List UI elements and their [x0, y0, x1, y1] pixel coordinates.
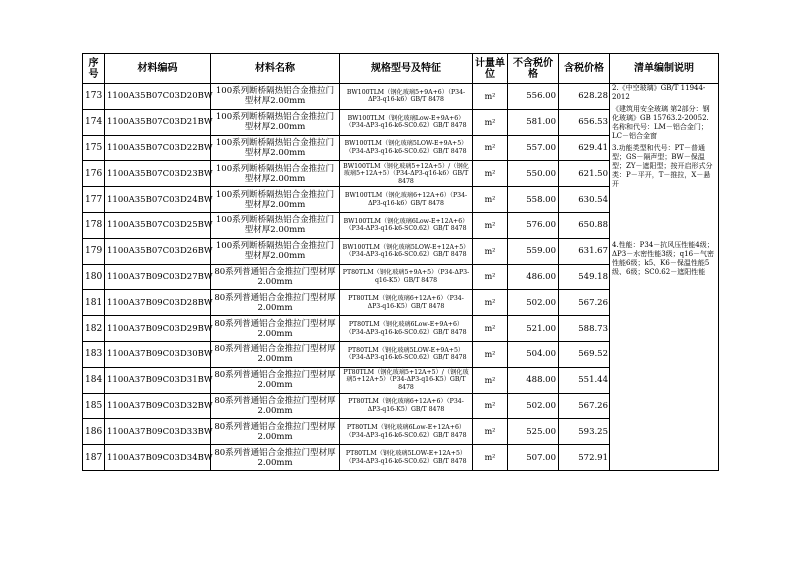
row-price-ex-tax: 521.00	[508, 316, 559, 342]
row-material-name: 100系列断桥隔热铝合金推拉门型材厚2.00mm	[211, 109, 340, 135]
row-spec: BW100TLM（钢化玻璃5+9A+6）（P34-ΔP3-q16-k6）GB/T 8478	[340, 84, 473, 110]
row-material-name: 100系列断桥隔热铝合金推拉门型材厚2.00mm	[211, 238, 340, 264]
header-code: 材料编码	[105, 54, 211, 84]
row-material-code: 1100A37B09C03D31BW	[105, 367, 211, 393]
row-price-in-tax: 588.73	[559, 316, 610, 342]
row-material-code: 1100A37B09C03D34BW	[105, 445, 211, 471]
row-spec: BW100TLM（钢化玻璃5LOW-E+12A+5）（P34-ΔP3-q16-k6-SC0.62）GB/T 8478	[340, 238, 473, 264]
row-price-in-tax: 569.52	[559, 341, 610, 367]
row-price-ex-tax: 502.00	[508, 393, 559, 419]
note-text: 《建筑用安全玻璃 第2部分：钢化玻璃》GB 15763.2-20052. 名称和代号：LM－铝合金门；LC－铝合金窗	[612, 105, 710, 140]
row-spec: PT80TLM（钢化玻璃6Low-E+9A+6）（P34-ΔP3-q16-k6-SC0.62）GB/T 8478	[340, 316, 473, 342]
row-price-ex-tax: 559.00	[508, 238, 559, 264]
row-material-name: 100系列断桥隔热铝合金推拉门型材厚2.00mm	[211, 135, 340, 161]
header-price-in-tax: 含税价格	[559, 54, 610, 84]
row-seq: 185	[83, 393, 105, 419]
note-text: 2.《中空玻璃》GB/T 11944-2012	[612, 84, 706, 101]
row-seq: 173	[83, 84, 105, 110]
row-unit: m²	[473, 316, 508, 342]
row-unit: m²	[473, 109, 508, 135]
row-material-code: 1100A35B07C03D20BW	[105, 84, 211, 110]
row-price-in-tax: 567.26	[559, 393, 610, 419]
row-material-code: 1100A35B07C03D26BW	[105, 238, 211, 264]
row-price-ex-tax: 504.00	[508, 341, 559, 367]
row-price-in-tax: 656.53	[559, 109, 610, 135]
row-material-code: 1100A35B07C03D22BW	[105, 135, 211, 161]
row-material-code: 1100A35B07C03D24BW	[105, 187, 211, 213]
table-row	[83, 84, 719, 110]
row-price-in-tax: 630.54	[559, 187, 610, 213]
row-material-name: 80系列普通铝合金推拉门型材厚2.00mm	[211, 419, 340, 445]
notes-cell	[610, 84, 719, 471]
row-unit: m²	[473, 212, 508, 238]
row-material-code: 1100A35B07C03D21BW	[105, 109, 211, 135]
row-material-name: 80系列普通铝合金推拉门型材厚2.00mm	[211, 393, 340, 419]
row-seq: 186	[83, 419, 105, 445]
row-material-code: 1100A37B09C03D30BW	[105, 341, 211, 367]
row-price-ex-tax: 558.00	[508, 187, 559, 213]
row-price-ex-tax: 486.00	[508, 264, 559, 290]
row-price-in-tax: 631.67	[559, 238, 610, 264]
row-material-code: 1100A37B09C03D32BW	[105, 393, 211, 419]
row-seq: 181	[83, 290, 105, 316]
row-unit: m²	[473, 367, 508, 393]
row-price-in-tax: 572.91	[559, 445, 610, 471]
row-unit: m²	[473, 290, 508, 316]
row-seq: 177	[83, 187, 105, 213]
row-material-code: 1100A37B09C03D33BW	[105, 419, 211, 445]
row-material-code: 1100A35B07C03D23BW	[105, 161, 211, 187]
row-material-name: 80系列普通铝合金推拉门型材厚2.00mm	[211, 290, 340, 316]
row-material-code: 1100A37B09C03D29BW	[105, 316, 211, 342]
row-price-ex-tax: 550.00	[508, 161, 559, 187]
row-unit: m²	[473, 264, 508, 290]
header-price-ex-tax: 不含税价 格	[508, 54, 559, 84]
row-spec: BW100TLM（钢化玻璃5+12A+5）/（钢化玻璃5+12A+5）（P34-ΔP3-q16-k6）GB/T 8478	[340, 161, 473, 187]
row-spec: BW100TLM（钢化玻璃5LOW-E+9A+5）（P34-ΔP3-q16-k6-SC0.62）GB/T 8478	[340, 135, 473, 161]
row-seq: 179	[83, 238, 105, 264]
header-spec: 规格型号及特征	[340, 54, 473, 84]
row-price-ex-tax: 556.00	[508, 84, 559, 110]
row-price-in-tax: 621.50	[559, 161, 610, 187]
row-price-ex-tax: 581.00	[508, 109, 559, 135]
row-price-in-tax: 549.18	[559, 264, 610, 290]
row-material-code: 1100A35B07C03D25BW	[105, 212, 211, 238]
row-spec: BW100TLM（钢化玻璃6+12A+6）（P34-ΔP3-q16-k6）GB/T 8478	[340, 187, 473, 213]
row-unit: m²	[473, 135, 508, 161]
price-list-table	[82, 53, 719, 471]
row-unit: m²	[473, 84, 508, 110]
row-unit: m²	[473, 187, 508, 213]
row-spec: PT80TLM（钢化玻璃6+12A+6）（P34-ΔP3-q16-K5）GB/T 8478	[340, 290, 473, 316]
row-material-name: 80系列普通铝合金推拉门型材厚2.00mm	[211, 264, 340, 290]
header-unit: 计量单位	[473, 54, 508, 84]
row-unit: m²	[473, 341, 508, 367]
row-price-ex-tax: 502.00	[508, 290, 559, 316]
row-price-in-tax: 567.26	[559, 290, 610, 316]
row-material-name: 100系列断桥隔热铝合金推拉门型材厚2.00mm	[211, 84, 340, 110]
row-seq: 184	[83, 367, 105, 393]
row-price-ex-tax: 525.00	[508, 419, 559, 445]
row-unit: m²	[473, 238, 508, 264]
row-price-ex-tax: 488.00	[508, 367, 559, 393]
row-spec: BW100TLM（钢化玻璃6Low-E+12A+6）（P34-ΔP3-q16-k6-SC0.62）GB/T 8478	[340, 212, 473, 238]
row-unit: m²	[473, 419, 508, 445]
row-spec: PT80TLM（钢化玻璃5LOW-E+12A+5）（P34-ΔP3-q16-k6-SC0.62）GB/T 8478	[340, 445, 473, 471]
row-seq: 182	[83, 316, 105, 342]
note-text: 3.功能类型和代号：PT－普通型；GS－隔声型；BW－保温型；ZY－遮阳型；按开启形式分类：P－平开，T－推拉，X－悬开	[612, 144, 713, 188]
header-notes: 清单编制说明	[610, 54, 719, 84]
row-seq: 174	[83, 109, 105, 135]
row-material-name: 100系列断桥隔热铝合金推拉门型材厚2.00mm	[211, 187, 340, 213]
row-spec: BW100TLM（钢化玻璃Low-E+9A+6）（P34-ΔP3-q16-k6-SC0.62）GB/T 8478	[340, 109, 473, 135]
row-spec: PT80TLM（钢化玻璃6Low-E+12A+6）（P34-ΔP3-q16-k6-SC0.62）GB/T 8478	[340, 419, 473, 445]
row-material-name: 80系列普通铝合金推拉门型材厚2.00mm	[211, 367, 340, 393]
row-unit: m²	[473, 445, 508, 471]
row-spec: PT80TLM（钢化玻璃6+12A+6）（P34-ΔP3-q16-K5）GB/T 8478	[340, 393, 473, 419]
row-material-code: 1100A37B09C03D28BW	[105, 290, 211, 316]
row-price-in-tax: 593.25	[559, 419, 610, 445]
header-seq: 序号	[83, 54, 105, 84]
row-spec: PT80TLM（钢化玻璃5LOW-E+9A+5）（P34-ΔP3-q16-k6-SC0.62）GB/T 8478	[340, 341, 473, 367]
row-material-name: 80系列普通铝合金推拉门型材厚2.00mm	[211, 316, 340, 342]
row-material-code: 1100A37B09C03D27BW	[105, 264, 211, 290]
row-material-name: 100系列断桥隔热铝合金推拉门型材厚2.00mm	[211, 212, 340, 238]
row-price-in-tax: 650.88	[559, 212, 610, 238]
row-spec: PT80TLM（钢化玻璃5+12A+5）/（钢化玻璃5+12A+5）（P34-ΔP3-q16-K5）GB/T 8478	[340, 367, 473, 393]
header-name: 材料名称	[211, 54, 340, 84]
row-seq: 178	[83, 212, 105, 238]
row-seq: 176	[83, 161, 105, 187]
row-price-in-tax: 629.41	[559, 135, 610, 161]
row-price-ex-tax: 557.00	[508, 135, 559, 161]
row-seq: 180	[83, 264, 105, 290]
row-material-name: 100系列断桥隔热铝合金推拉门型材厚2.00mm	[211, 161, 340, 187]
row-seq: 175	[83, 135, 105, 161]
row-seq: 187	[83, 445, 105, 471]
row-price-in-tax: 628.28	[559, 84, 610, 110]
table-header-row	[83, 54, 719, 84]
row-unit: m²	[473, 393, 508, 419]
row-material-name: 80系列普通铝合金推拉门型材厚2.00mm	[211, 445, 340, 471]
row-unit: m²	[473, 161, 508, 187]
row-spec: PT80TLM（钢化玻璃5+9A+5）（P34-ΔP3-q16-K5）GB/T 8478	[340, 264, 473, 290]
row-price-ex-tax: 576.00	[508, 212, 559, 238]
row-material-name: 80系列普通铝合金推拉门型材厚2.00mm	[211, 341, 340, 367]
row-seq: 183	[83, 341, 105, 367]
row-price-ex-tax: 507.00	[508, 445, 559, 471]
note-text: 4.性能：P34－抗风压性能4级；ΔP3－水密性能3级；q16－气密性能6级；k5、K6－保温性能5级、6级；SC0.62－遮阳性能	[612, 241, 715, 276]
row-price-in-tax: 551.44	[559, 367, 610, 393]
